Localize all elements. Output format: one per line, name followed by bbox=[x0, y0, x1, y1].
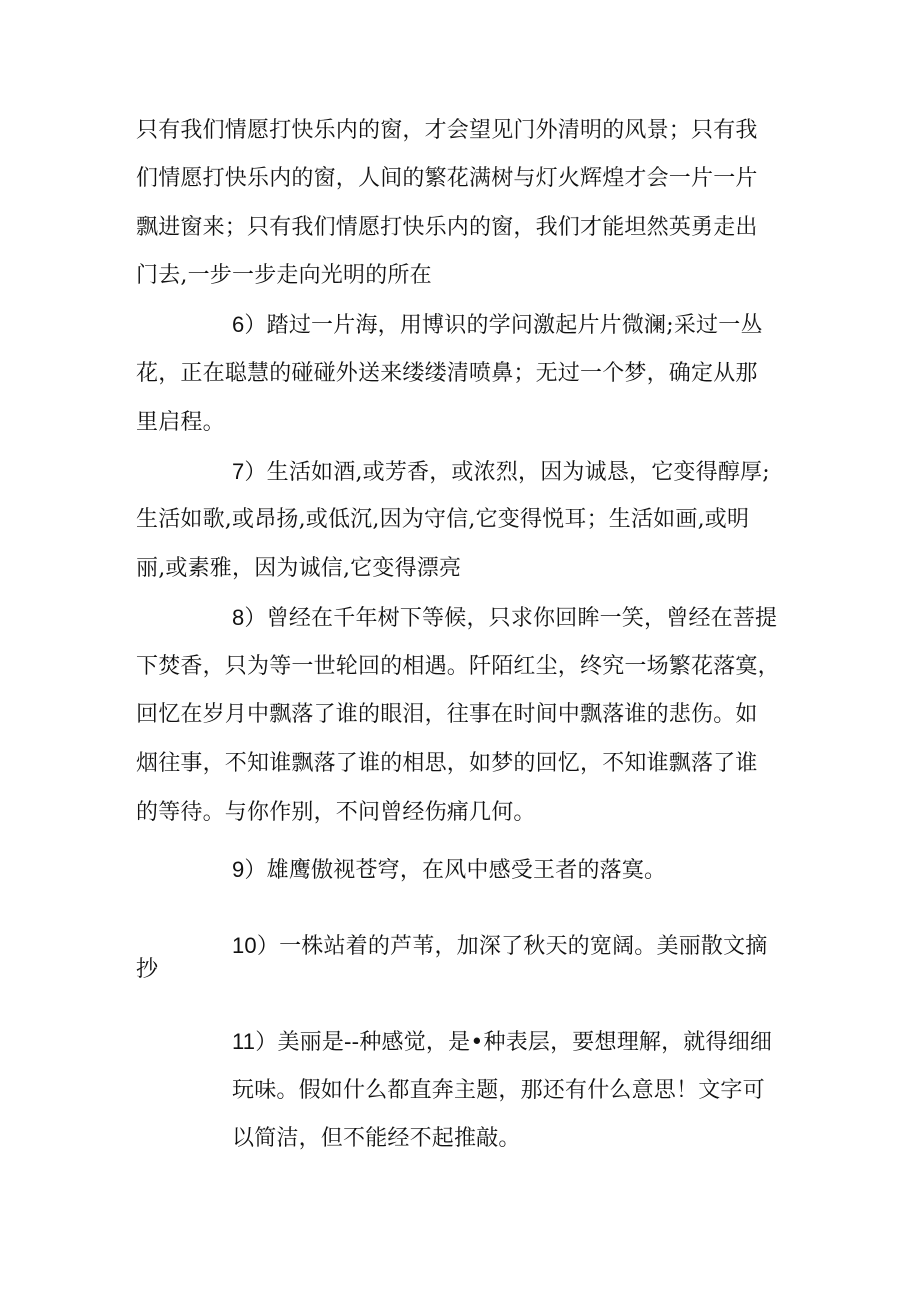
paragraph-9-number: 9） bbox=[232, 857, 267, 882]
paragraph-7-number: 7） bbox=[232, 459, 267, 484]
paragraph-10-line-1 bbox=[232, 931, 767, 962]
paragraph-8-line-1 bbox=[232, 603, 777, 634]
paragraph-7-text: 生活如酒,或芳香，或浓烈，因为诚恳，它变得醇厚; bbox=[266, 460, 770, 485]
paragraph-11-line-3: 以简洁，但不能经不起推敲。 bbox=[232, 1126, 521, 1151]
paragraph-8-number: 8） bbox=[232, 605, 267, 630]
paragraph-11-number: 11） bbox=[232, 1029, 278, 1054]
paragraph-11-line-2: 玩味。假如什么都直奔主题，那还有什么意思！文字可 bbox=[232, 1078, 765, 1103]
paragraph-10-text: 一株站着的芦苇，加深了秋天的宽阔。美丽散文摘 bbox=[279, 934, 768, 959]
paragraph-6-number: 6） bbox=[232, 312, 267, 337]
paragraph-8-line-5: 的等待。与你作别，不问曾经伤痛几何。 bbox=[136, 800, 536, 825]
paragraph-8-line-2: 下焚香，只为等一世轮回的相遇。阡陌红尘，终究一场繁花落寞， bbox=[136, 654, 780, 679]
paragraph-7-line-1 bbox=[232, 457, 770, 488]
paragraph-6-text: 踏过一片海，用博识的学问激起片片微澜;采过一丛 bbox=[266, 313, 763, 338]
paragraph-11-line-1 bbox=[232, 1027, 772, 1058]
paragraph-8-text: 曾经在千年树下等候，只求你回眸一笑，曾经在菩提 bbox=[266, 606, 778, 631]
paragraph-7-line-2: 生活如歌,或昂扬,或低沉,因为守信,它变得悦耳；生活如画,或明 bbox=[136, 507, 750, 532]
paragraph-7-line-3: 丽,或素雅，因为诚信,它变得漂亮 bbox=[136, 556, 462, 581]
paragraph-6-line-3: 里启程。 bbox=[136, 410, 225, 435]
paragraph-6-line-2: 花，正在聪慧的碰碰外送来缕缕清喷鼻；无过一个梦，确定从那 bbox=[136, 361, 758, 386]
paragraph-8-line-3: 回忆在岁月中飘落了谁的眼泪，往事在时间中飘落谁的悲伤。如 bbox=[136, 702, 758, 727]
paragraph-1-line-3: 飘进窗来；只有我们情愿打快乐内的窗，我们才能坦然英勇走出 bbox=[136, 215, 758, 240]
paragraph-1-line-2: 们情愿打快乐内的窗，人间的繁花满树与灯火辉煌才会一片一片 bbox=[136, 166, 758, 191]
paragraph-9-text: 雄鹰傲视苍穹，在风中感受王者的落寞。 bbox=[266, 858, 667, 883]
paragraph-11-text: 美丽是--种感觉，是•种表层，要想理解，就得细细 bbox=[277, 1030, 773, 1055]
paragraph-10-number: 10） bbox=[232, 933, 280, 958]
paragraph-1-line-1: 只有我们情愿打快乐内的窗，才会望见门外清明的风景；只有我 bbox=[136, 118, 758, 143]
paragraph-1-line-4: 门去,一步一步走向光明的所在 bbox=[136, 263, 432, 288]
paragraph-6-line-1 bbox=[232, 310, 763, 341]
paragraph-10-line-2: 抄 bbox=[136, 957, 159, 982]
paragraph-8-line-4: 烟往事，不知谁飘落了谁的相思，如梦的回忆，不知谁飘落了谁 bbox=[136, 751, 758, 776]
paragraph-9-line-1 bbox=[232, 855, 666, 886]
